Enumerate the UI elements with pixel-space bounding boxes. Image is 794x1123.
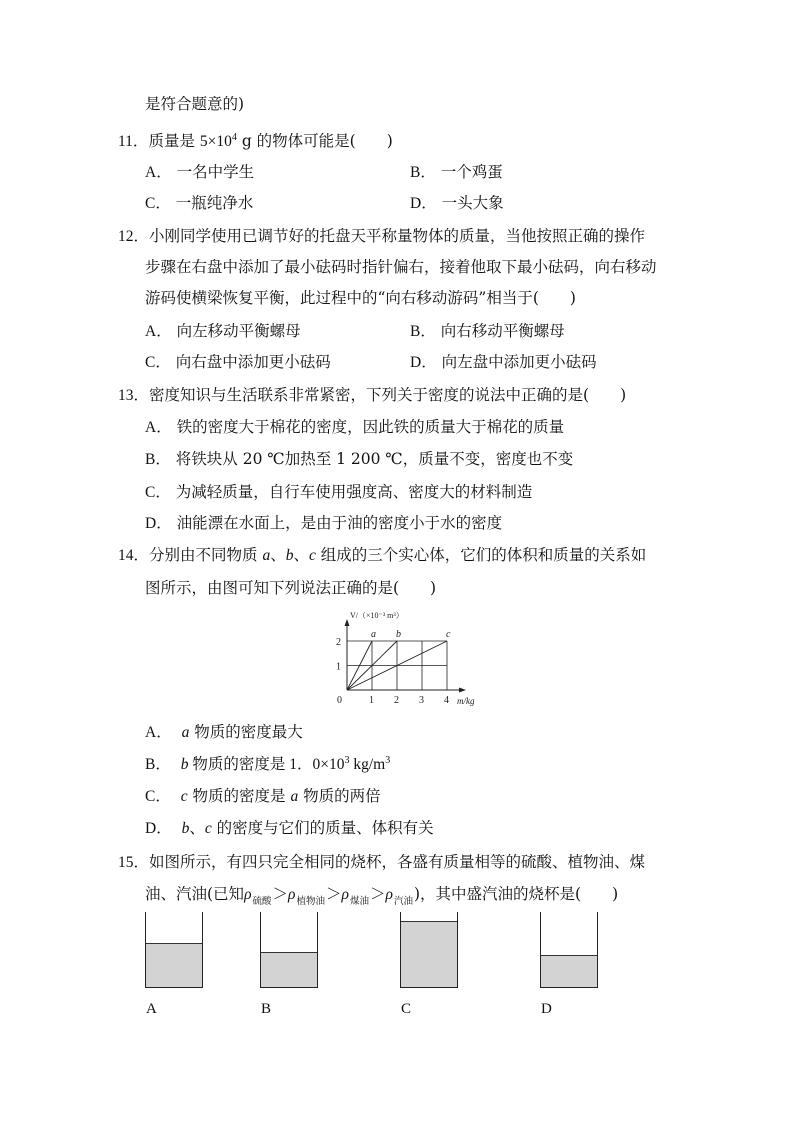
option-c[interactable]: C． 为减轻质量，自行车使用强度高、密度大的材料制造: [145, 483, 533, 501]
y-tick-label: 2: [336, 637, 341, 648]
option-d[interactable]: D． 一头大象: [410, 194, 504, 212]
option-d[interactable]: D． 油能漂在水面上，是由于油的密度小于水的密度: [145, 514, 503, 532]
question-number: 14．: [118, 547, 150, 564]
x-axis-label: m/kg: [457, 696, 475, 706]
option-c[interactable]: C． 一瓶纯净水: [145, 194, 254, 212]
option-a[interactable]: A． a 物质的密度最大: [145, 723, 303, 741]
liquid-level: [541, 955, 597, 987]
chart-labels: [336, 611, 475, 706]
question-stem-line: 图所示，由图可知下列说法正确的是( ): [145, 579, 437, 597]
question-stem: 密度知识与生活联系非常紧密，下列关于密度的说法中正确的是( ): [149, 386, 627, 404]
option-a[interactable]: A． 铁的密度大于棉花的密度，因此铁的质量大于棉花的质量: [145, 418, 565, 436]
symbol-c: c: [308, 547, 316, 564]
liquid-level: [146, 943, 202, 987]
y-tick-label: 1: [336, 661, 341, 673]
option-b[interactable]: B． b 物质的密度是 1．$0\times 10^3$ $kg/m^3$: [145, 755, 391, 773]
x-tick-label: 1: [369, 695, 374, 706]
series-label-c: c: [446, 629, 451, 640]
series-label-b: b: [396, 629, 401, 640]
option-a[interactable]: A． 一名中学生: [145, 163, 255, 181]
question-stem: 质量是: [148, 132, 195, 150]
question-stem-line: 小刚同学使用已调节好的托盘天平称量物体的质量，当他按照正确的操作: [149, 227, 646, 245]
x-tick-label: 2: [394, 695, 399, 706]
x-tick-label: 4: [444, 695, 449, 706]
series-label-a: a: [371, 629, 376, 640]
y-axis-arrow: [345, 619, 350, 626]
option-d[interactable]: D． 向左盘中添加更小砝码: [410, 353, 597, 371]
question-14: 14．分别由不同物质 a、b、c 组成的三个实心体，它们的体积和质量的关系如: [118, 546, 647, 564]
question-number: 12．: [118, 228, 150, 245]
question-11: [118, 131, 393, 152]
option-c[interactable]: C． 向右盘中添加更小砝码: [145, 353, 331, 371]
question-13: [118, 385, 626, 406]
beaker-label: C: [401, 1001, 412, 1017]
beaker-label: B: [261, 1001, 272, 1017]
question-15: 15．如图所示，有四只完全相同的烧杯，各盛有质量相等的硫酸、植物油、煤: [118, 853, 646, 871]
liquid-level: [401, 921, 457, 987]
beaker-d: [540, 912, 598, 988]
question-stem-line: 游码使横梁恢复平衡，此过程中的“向右移动游码”相当于( ): [145, 289, 576, 307]
origin-label: 0: [337, 695, 342, 706]
option-d[interactable]: D． b、c 的密度与它们的质量、体积有关: [145, 819, 434, 837]
option-c[interactable]: C． c 物质的密度是 a 物质的两倍: [145, 787, 381, 805]
mass-value: 5×10: [199, 133, 232, 150]
question-number: 15．: [118, 854, 150, 871]
question-stem-line: 步骤在右盘中添加了最小砝码时指针偏右，接着他取下最小砝码，向右移动: [145, 258, 657, 276]
beaker-a: [145, 912, 203, 988]
option-b[interactable]: B． 一个鸡蛋: [410, 163, 503, 181]
question-stem-tail: g 的物体可能是( ): [236, 132, 393, 150]
y-axis-label: V/（×10⁻³ m³）: [350, 611, 404, 620]
mass-exponent: 4: [231, 132, 237, 143]
option-a[interactable]: A． 向左移动平衡螺母: [145, 322, 301, 340]
beaker-label: A: [146, 1001, 157, 1017]
question-number: 13．: [118, 387, 150, 404]
x-tick-label: 3: [419, 695, 424, 706]
question-number: 11．: [118, 133, 149, 150]
x-axis-arrow: [459, 688, 466, 693]
option-b[interactable]: B． 将铁块从 20 ℃加热至 1 200 ℃，质量不变，密度也不变: [145, 450, 574, 468]
beaker-b: [260, 912, 318, 988]
volume-mass-chart: [325, 607, 490, 712]
continuation-text: 是符合题意的): [145, 95, 245, 113]
question-stem-line: 油、汽油(已知$\rho_{硫酸}>\rho_{植物油}>\rho_{煤油}>\rho_{汽油}$)，其中盛汽油的烧杯是( ): [145, 885, 619, 907]
liquid-level: [261, 952, 317, 987]
symbol-a: a: [262, 547, 271, 564]
symbol-b: b: [285, 547, 294, 564]
beaker-label: D: [541, 1001, 552, 1017]
question-12: [118, 226, 645, 247]
option-b[interactable]: B． 向右移动平衡螺母: [410, 322, 565, 340]
beaker-c: [400, 912, 458, 988]
